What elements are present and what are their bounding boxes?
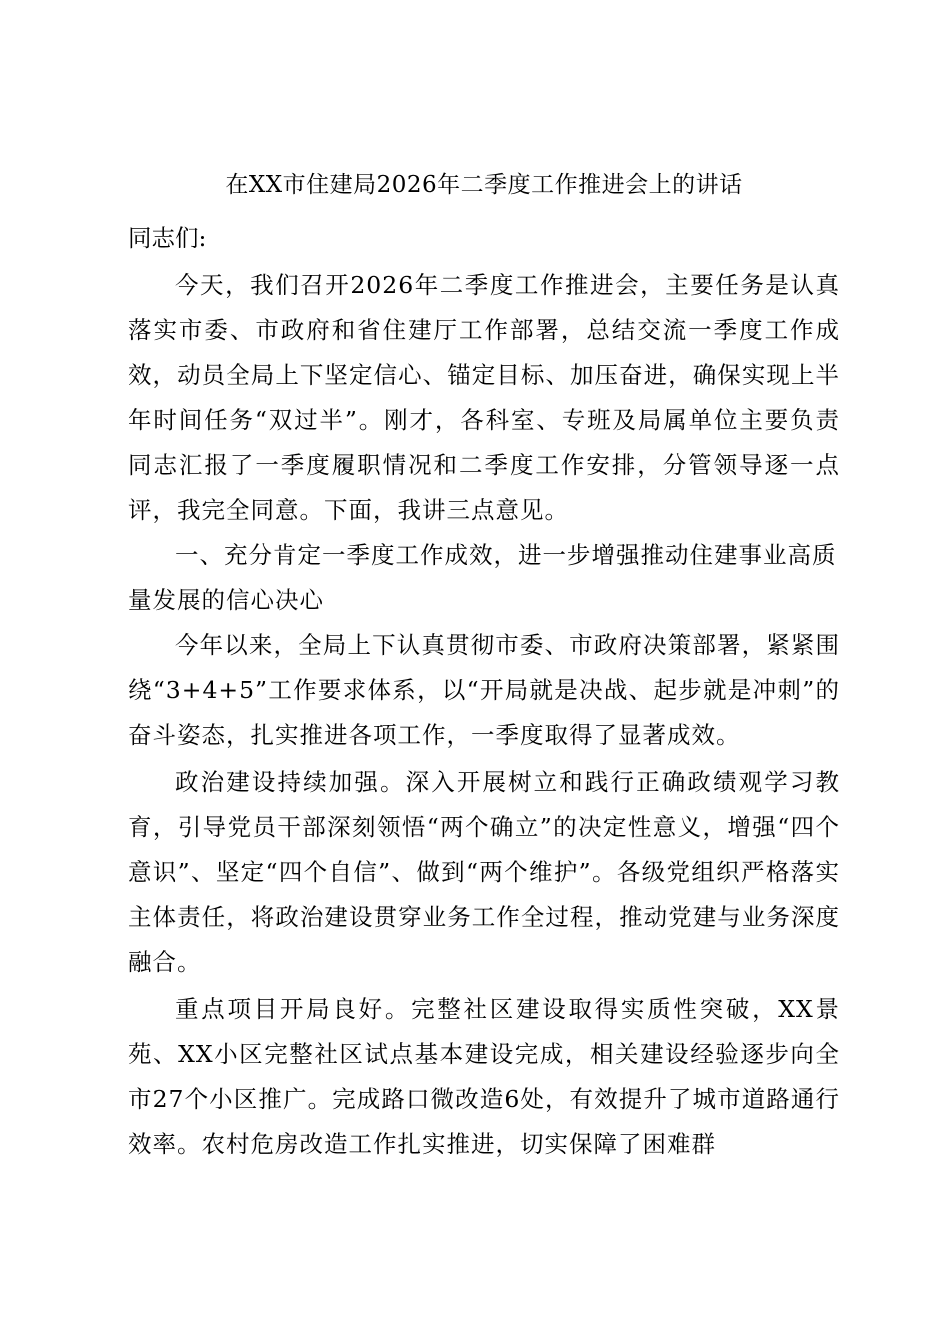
section-heading-1: 一、充分肯定一季度工作成效，进一步增强推动住建事业高质量发展的信心决心 <box>128 541 837 614</box>
document-title: 在XX市住建局2026年二季度工作推进会上的讲话 <box>225 172 743 198</box>
paragraph-key-projects: 重点项目开局良好。完整社区建设取得实质性突破，XX景苑、XX小区完整社区试点基本建设完成，相关建设经验逐步向全市27个小区推广。完成路口微改造6处，有效提升了城市道路通行效率。农村危房改造工作扎实推进，切实保障了困难群 <box>128 995 840 1158</box>
paragraph-overview: 今年以来，全局上下认真贯彻市委、市政府决策部署，紧紧围绕“3+4+5”工作要求体系，以“开局就是决战、起步就是冲刺”的奋斗姿态，扎实推进各项工作，一季度取得了显著成效。 <box>128 631 840 749</box>
paragraph-political-building: 政治建设持续加强。深入开展树立和践行正确政绩观学习教育，引导党员干部深刻领悟“两个确立”的决定性意义，增强“四个意识”、坚定“四个自信”、做到“两个维护”。各级党组织严格落实主体责任，将政治建设贯穿业务工作全过程，推动党建与业务深度融合。 <box>128 768 840 976</box>
salutation: 同志们: <box>128 224 207 252</box>
paragraph-opening: 今天，我们召开2026年二季度工作推进会，主要任务是认真落实市委、市政府和省住建厅工作部署，总结交流一季度工作成效，动员全局上下坚定信心、锚定目标、加压奋进，确保实现上半年时间任务“双过半”。刚才，各科室、专班及局属单位主要负责同志汇报了一季度履职情况和二季度工作安排，分管领导逐一点评，我完全同意。下面，我讲三点意见。 <box>128 271 840 524</box>
